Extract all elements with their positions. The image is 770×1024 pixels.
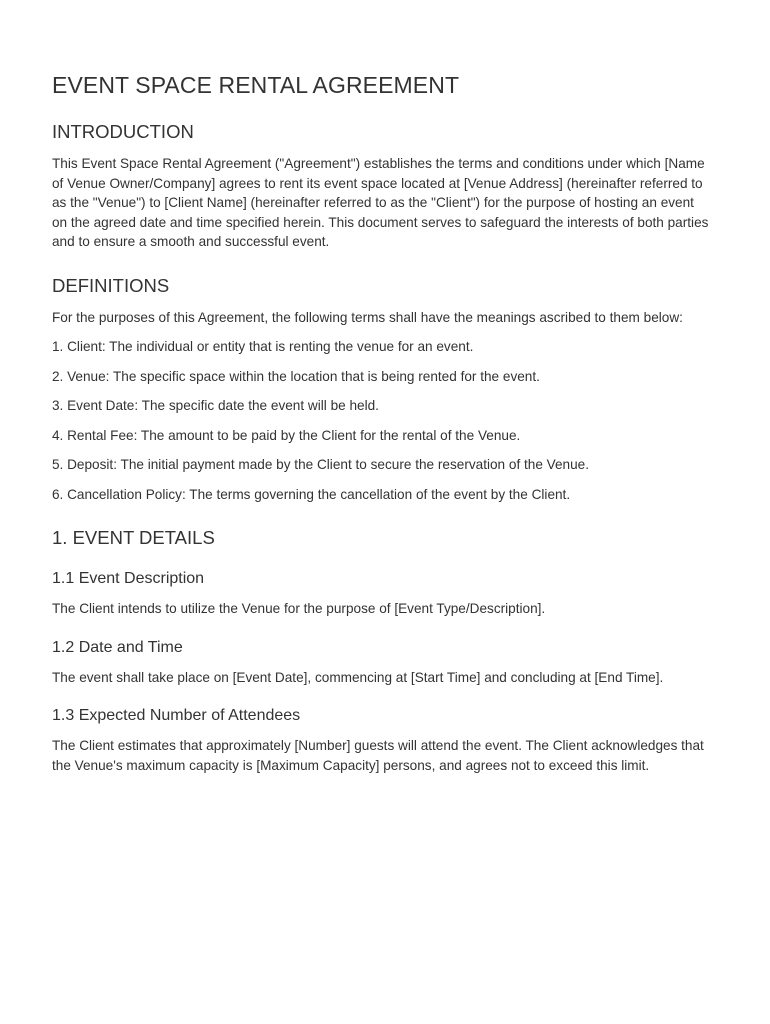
event-description-paragraph: The Client intends to utilize the Venue for the purpose of [Event Type/Description]. xyxy=(52,601,546,616)
definition-item-deposit: 5. Deposit: The initial payment made by the Client to secure the reservation of the Venue. xyxy=(52,457,590,472)
event-description-heading: 1.1 Event Description xyxy=(52,570,205,587)
definition-item-event-date: 3. Event Date: The specific date the event will be held. xyxy=(52,398,379,413)
event-description-subsection xyxy=(52,568,710,619)
definition-item-client: 1. Client: The individual or entity that is renting the venue for an event. xyxy=(52,339,474,354)
attendees-heading: 1.3 Expected Number of Attendees xyxy=(52,707,301,724)
date-time-heading: 1.2 Date and Time xyxy=(52,638,183,656)
definitions-list xyxy=(52,337,710,504)
introduction-paragraph: This Event Space Rental Agreement ("Agreement") establishes the terms and conditions under which [Name of Venue Owner/Company] agrees to rent its event space located at [Venue Address] (hereinafter referred to as the "Venue") to [Client Name] (hereinafter referred to as the "Client") for the purpose of hosting an event on the agreed date and time specified herein. This document serves to safeguard the interests of both parties and to ensure a smooth and successful event. xyxy=(52,156,709,249)
definitions-heading: DEFINITIONS xyxy=(52,274,170,296)
event-details-section xyxy=(52,526,710,775)
definition-item-venue: 2. Venue: The specific space within the location that is being rented for the event. xyxy=(52,368,540,384)
event-details-heading: 1. EVENT DETAILS xyxy=(52,527,215,548)
date-time-subsection xyxy=(52,637,710,688)
definition-item-cancellation-policy: 6. Cancellation Policy: The terms governing the cancellation of the event by the Client. xyxy=(52,486,571,502)
definitions-section xyxy=(52,274,710,505)
attendees-subsection xyxy=(52,705,710,775)
introduction-heading: INTRODUCTION xyxy=(52,121,194,142)
document-title: EVENT SPACE RENTAL AGREEMENT xyxy=(52,72,460,98)
definitions-intro: For the purposes of this Agreement, the following terms shall have the meanings ascribed to them below: xyxy=(52,309,683,325)
introduction-section xyxy=(52,120,710,252)
definition-item-rental-fee: 4. Rental Fee: The amount to be paid by the Client for the rental of the Venue. xyxy=(52,427,521,443)
attendees-paragraph: The Client estimates that approximately [Number] guests will attend the event. The Client acknowledges that the Venue's maximum capacity is [Maximum Capacity] persons, and agrees not to exceed this limit. xyxy=(52,738,704,773)
date-time-paragraph: The event shall take place on [Event Date], commencing at [Start Time] and concluding at [End Time]. xyxy=(52,669,664,685)
